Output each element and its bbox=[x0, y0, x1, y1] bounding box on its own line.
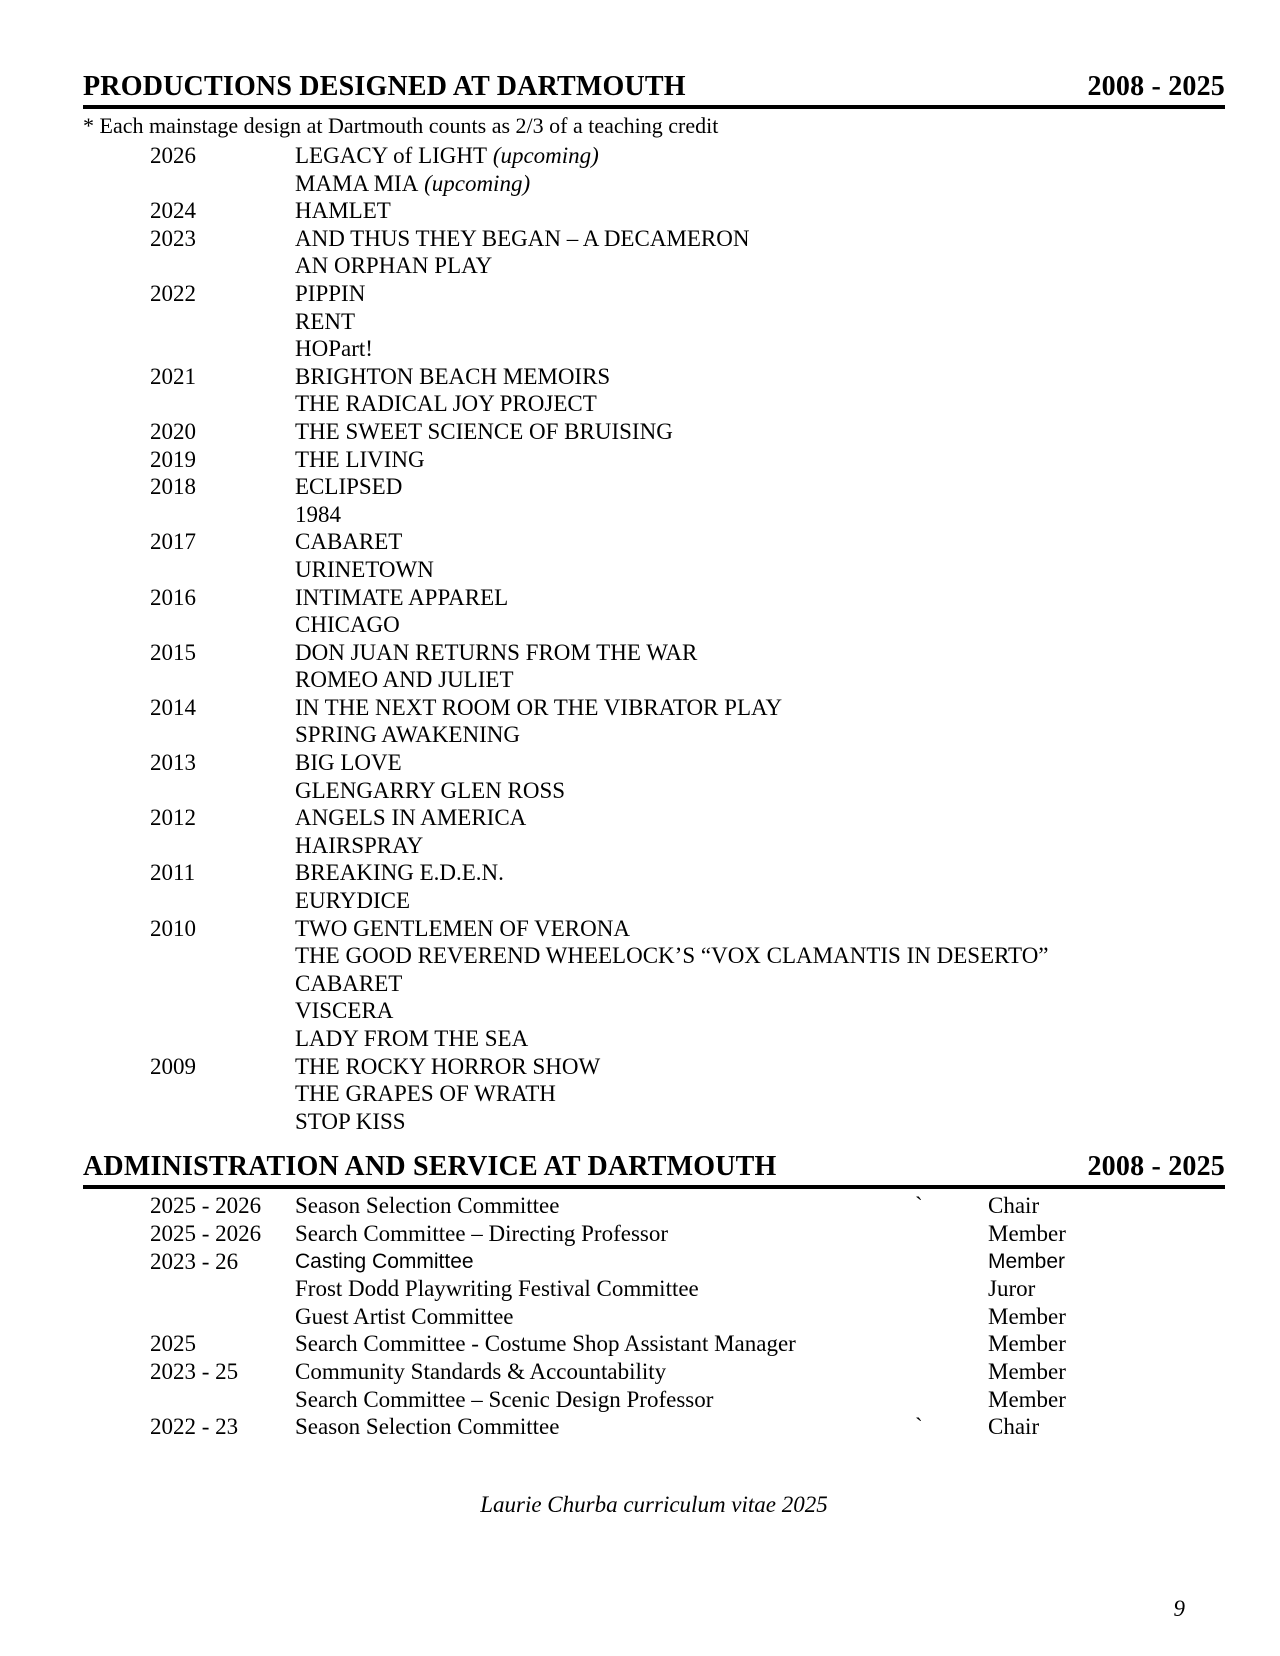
service-role: Member bbox=[988, 1331, 1066, 1357]
production-year bbox=[150, 611, 295, 639]
row-indent bbox=[83, 446, 150, 474]
row-indent bbox=[83, 1413, 150, 1441]
production-row bbox=[83, 1080, 1225, 1108]
row-indent bbox=[83, 390, 150, 418]
productions-section bbox=[83, 72, 1225, 1135]
service-tick-mark bbox=[915, 1220, 988, 1248]
production-row bbox=[83, 363, 1225, 391]
production-row bbox=[83, 777, 1225, 805]
service-years bbox=[150, 1303, 295, 1331]
production-row bbox=[83, 473, 1225, 501]
row-indent bbox=[83, 528, 150, 556]
service-row bbox=[83, 1386, 1225, 1414]
production-year: 2013 bbox=[150, 750, 196, 776]
production-year bbox=[150, 666, 295, 694]
service-tick-mark: ` bbox=[915, 1414, 923, 1440]
production-row bbox=[83, 280, 1225, 308]
production-year: 2014 bbox=[150, 694, 196, 720]
administration-list bbox=[83, 1192, 1225, 1440]
service-role: Member bbox=[988, 1249, 1066, 1273]
production-year bbox=[150, 997, 295, 1025]
service-role: Member bbox=[988, 1358, 1066, 1384]
service-tick-mark bbox=[915, 1358, 988, 1386]
production-year bbox=[150, 832, 295, 860]
production-year: 2019 bbox=[150, 446, 196, 472]
service-committee: Casting Committee bbox=[295, 1249, 474, 1273]
service-role: Member bbox=[988, 1220, 1066, 1246]
row-indent bbox=[83, 1248, 150, 1276]
administration-header bbox=[83, 1152, 1225, 1189]
production-title: ANGELS IN AMERICA bbox=[295, 805, 527, 831]
production-year: 2015 bbox=[150, 639, 196, 665]
production-title: BREAKING E.D.E.N. bbox=[295, 860, 504, 886]
row-indent bbox=[83, 225, 150, 253]
production-row bbox=[83, 335, 1225, 363]
row-indent bbox=[83, 777, 150, 805]
production-title: VISCERA bbox=[295, 998, 394, 1024]
service-role: Member bbox=[988, 1303, 1066, 1329]
production-title: LADY FROM THE SEA bbox=[295, 1026, 529, 1051]
service-role: Juror bbox=[988, 1276, 1036, 1302]
productions-note: * Each mainstage design at Dartmouth counts as 2/3 of a teaching credit bbox=[83, 113, 719, 138]
row-indent bbox=[83, 942, 150, 970]
service-tick-mark bbox=[915, 1248, 988, 1276]
row-indent bbox=[83, 804, 150, 832]
productions-years-range: 2008 - 2025 bbox=[1087, 71, 1225, 102]
production-row bbox=[83, 390, 1225, 418]
row-indent bbox=[83, 639, 150, 667]
upcoming-note: (upcoming) bbox=[418, 170, 531, 196]
production-year bbox=[150, 170, 295, 198]
production-row bbox=[83, 887, 1225, 915]
production-title: BRIGHTON BEACH MEMOIRS bbox=[295, 363, 611, 389]
production-year bbox=[150, 501, 295, 529]
production-year bbox=[150, 887, 295, 915]
production-title: THE RADICAL JOY PROJECT bbox=[295, 391, 597, 417]
production-row bbox=[83, 611, 1225, 639]
row-indent bbox=[83, 473, 150, 501]
administration-years-range: 2008 - 2025 bbox=[1087, 1151, 1225, 1183]
footer-text: Laurie Churba curriculum vitae 2025 bbox=[480, 1491, 828, 1517]
production-year bbox=[150, 942, 295, 970]
productions-list bbox=[83, 142, 1225, 1135]
production-title: CHICAGO bbox=[295, 612, 400, 638]
row-indent bbox=[83, 584, 150, 612]
service-row bbox=[83, 1303, 1225, 1331]
row-indent bbox=[83, 1358, 150, 1386]
production-year: 2020 bbox=[150, 418, 196, 444]
production-row bbox=[83, 142, 1225, 170]
production-row bbox=[83, 804, 1225, 832]
row-indent bbox=[83, 1303, 150, 1331]
row-indent bbox=[83, 1053, 150, 1081]
production-year: 2023 bbox=[150, 225, 196, 251]
production-title: 1984 bbox=[295, 501, 341, 527]
production-year: 2018 bbox=[150, 474, 196, 500]
production-title: INTIMATE APPAREL bbox=[295, 584, 509, 610]
service-row bbox=[83, 1275, 1225, 1303]
row-indent bbox=[83, 1275, 150, 1303]
production-row bbox=[83, 721, 1225, 749]
service-tick-mark: ` bbox=[915, 1193, 923, 1219]
service-years: 2022 - 23 bbox=[150, 1414, 239, 1440]
service-years bbox=[150, 1386, 295, 1414]
service-committee: Frost Dodd Playwriting Festival Committee bbox=[295, 1276, 699, 1302]
production-title: GLENGARRY GLEN ROSS bbox=[295, 777, 566, 803]
production-year: 2024 bbox=[150, 198, 196, 224]
production-title: ROMEO AND JULIET bbox=[295, 667, 514, 693]
production-year bbox=[150, 1025, 295, 1053]
production-year bbox=[150, 390, 295, 418]
production-year bbox=[150, 252, 295, 280]
production-title: THE GRAPES OF WRATH bbox=[295, 1081, 556, 1107]
production-year bbox=[150, 1080, 295, 1108]
service-tick-mark bbox=[915, 1330, 988, 1358]
production-row bbox=[83, 225, 1225, 253]
service-role: Chair bbox=[988, 1193, 1040, 1219]
production-title: AND THUS THEY BEGAN – A DECAMERON bbox=[295, 225, 750, 251]
production-year bbox=[150, 308, 295, 336]
upcoming-note: (upcoming) bbox=[487, 143, 599, 168]
row-indent bbox=[83, 1025, 150, 1053]
production-year: 2009 bbox=[150, 1053, 196, 1079]
production-row bbox=[83, 501, 1225, 529]
production-title: HOPart! bbox=[295, 336, 373, 362]
production-year: 2017 bbox=[150, 529, 196, 555]
production-title: CABARET bbox=[295, 970, 403, 996]
service-committee: Season Selection Committee bbox=[295, 1193, 560, 1219]
service-committee: Season Selection Committee bbox=[295, 1414, 560, 1440]
row-indent bbox=[83, 335, 150, 363]
row-indent bbox=[83, 280, 150, 308]
production-row bbox=[83, 942, 1225, 970]
production-row bbox=[83, 915, 1225, 943]
production-row bbox=[83, 666, 1225, 694]
row-indent bbox=[83, 1108, 150, 1136]
row-indent bbox=[83, 1192, 150, 1220]
service-row bbox=[83, 1192, 1225, 1220]
production-row bbox=[83, 832, 1225, 860]
productions-header bbox=[83, 72, 1225, 109]
production-row bbox=[83, 694, 1225, 722]
service-row bbox=[83, 1248, 1225, 1276]
service-years: 2023 - 26 bbox=[150, 1248, 239, 1274]
service-row bbox=[83, 1413, 1225, 1441]
service-years bbox=[150, 1275, 295, 1303]
row-indent bbox=[83, 252, 150, 280]
production-title: SPRING AWAKENING bbox=[295, 722, 520, 748]
row-indent bbox=[83, 1220, 150, 1248]
production-year: 2016 bbox=[150, 584, 196, 610]
service-years: 2025 bbox=[150, 1331, 196, 1357]
row-indent bbox=[83, 997, 150, 1025]
row-indent bbox=[83, 170, 150, 198]
production-row bbox=[83, 1108, 1225, 1136]
row-indent bbox=[83, 501, 150, 529]
production-title: ECLIPSED bbox=[295, 474, 403, 500]
row-indent bbox=[83, 1386, 150, 1414]
productions-section-title: PRODUCTIONS DESIGNED AT DARTMOUTH bbox=[83, 71, 686, 102]
production-title: DON JUAN RETURNS FROM THE WAR bbox=[295, 639, 698, 665]
production-year bbox=[150, 721, 295, 749]
production-title: LEGACY of LIGHT (upcoming) bbox=[295, 143, 599, 168]
row-indent bbox=[83, 887, 150, 915]
service-committee: Guest Artist Committee bbox=[295, 1303, 514, 1329]
administration-section-title: ADMINISTRATION AND SERVICE AT DARTMOUTH bbox=[83, 1151, 777, 1183]
production-title: THE LIVING bbox=[295, 446, 425, 472]
service-years: 2025 - 2026 bbox=[150, 1193, 262, 1219]
production-year: 2026 bbox=[150, 143, 196, 168]
service-years: 2023 - 25 bbox=[150, 1358, 239, 1384]
row-indent bbox=[83, 1330, 150, 1358]
production-row bbox=[83, 970, 1225, 998]
service-tick-mark bbox=[915, 1386, 988, 1414]
production-row bbox=[83, 308, 1225, 336]
production-row bbox=[83, 639, 1225, 667]
production-year bbox=[150, 556, 295, 584]
row-indent bbox=[83, 859, 150, 887]
production-row bbox=[83, 528, 1225, 556]
production-year bbox=[150, 777, 295, 805]
service-role: Chair bbox=[988, 1414, 1040, 1440]
administration-section bbox=[83, 1152, 1225, 1440]
page-number: 9 bbox=[1173, 1595, 1185, 1621]
production-title: MAMA MIA (upcoming) bbox=[295, 170, 531, 196]
row-indent bbox=[83, 1080, 150, 1108]
production-title: THE GOOD REVEREND WHEELOCK’S “VOX CLAMANTIS IN DESERTO” bbox=[295, 943, 1049, 969]
production-title: HAMLET bbox=[295, 198, 391, 224]
production-row bbox=[83, 252, 1225, 280]
production-row bbox=[83, 997, 1225, 1025]
production-title: AN ORPHAN PLAY bbox=[295, 253, 493, 279]
service-role: Member bbox=[988, 1386, 1066, 1412]
production-year: 2010 bbox=[150, 915, 196, 941]
production-year bbox=[150, 1108, 295, 1136]
production-title: URINETOWN bbox=[295, 556, 434, 582]
row-indent bbox=[83, 142, 150, 170]
service-row bbox=[83, 1330, 1225, 1358]
row-indent bbox=[83, 832, 150, 860]
production-year bbox=[150, 970, 295, 998]
row-indent bbox=[83, 611, 150, 639]
production-year bbox=[150, 335, 295, 363]
row-indent bbox=[83, 970, 150, 998]
row-indent bbox=[83, 308, 150, 336]
production-row bbox=[83, 584, 1225, 612]
production-year: 2021 bbox=[150, 363, 196, 389]
row-indent bbox=[83, 915, 150, 943]
production-title: TWO GENTLEMEN OF VERONA bbox=[295, 915, 630, 941]
production-title: THE ROCKY HORROR SHOW bbox=[295, 1053, 601, 1079]
production-title: STOP KISS bbox=[295, 1108, 406, 1134]
service-years: 2025 - 2026 bbox=[150, 1220, 262, 1246]
row-indent bbox=[83, 197, 150, 225]
production-title: EURYDICE bbox=[295, 888, 410, 914]
service-committee: Search Committee – Directing Professor bbox=[295, 1220, 669, 1246]
production-row bbox=[83, 1025, 1225, 1053]
production-title: BIG LOVE bbox=[295, 750, 402, 776]
service-row bbox=[83, 1220, 1225, 1248]
row-indent bbox=[83, 721, 150, 749]
production-row bbox=[83, 1053, 1225, 1081]
service-committee: Search Committee – Scenic Design Professor bbox=[295, 1386, 714, 1412]
service-committee: Search Committee - Costume Shop Assistant Manager bbox=[295, 1331, 796, 1357]
production-title: IN THE NEXT ROOM OR THE VIBRATOR PLAY bbox=[295, 694, 783, 720]
row-indent bbox=[83, 556, 150, 584]
service-committee: Community Standards & Accountability bbox=[295, 1358, 667, 1384]
production-title: CABARET bbox=[295, 529, 403, 555]
production-year: 2022 bbox=[150, 280, 196, 306]
production-row bbox=[83, 556, 1225, 584]
row-indent bbox=[83, 363, 150, 391]
row-indent bbox=[83, 418, 150, 446]
production-year: 2011 bbox=[150, 860, 196, 886]
row-indent bbox=[83, 694, 150, 722]
production-year: 2012 bbox=[150, 805, 196, 831]
production-title: PIPPIN bbox=[295, 280, 366, 306]
row-indent bbox=[83, 666, 150, 694]
production-row bbox=[83, 859, 1225, 887]
production-row bbox=[83, 418, 1225, 446]
production-title: HAIRSPRAY bbox=[295, 832, 424, 858]
production-row bbox=[83, 749, 1225, 777]
service-tick-mark bbox=[915, 1303, 988, 1331]
production-row bbox=[83, 197, 1225, 225]
production-title: THE SWEET SCIENCE OF BRUISING bbox=[295, 418, 673, 444]
row-indent bbox=[83, 749, 150, 777]
production-row bbox=[83, 170, 1225, 198]
production-title: RENT bbox=[295, 308, 356, 334]
service-row bbox=[83, 1358, 1225, 1386]
service-tick-mark bbox=[915, 1275, 988, 1303]
production-row bbox=[83, 446, 1225, 474]
